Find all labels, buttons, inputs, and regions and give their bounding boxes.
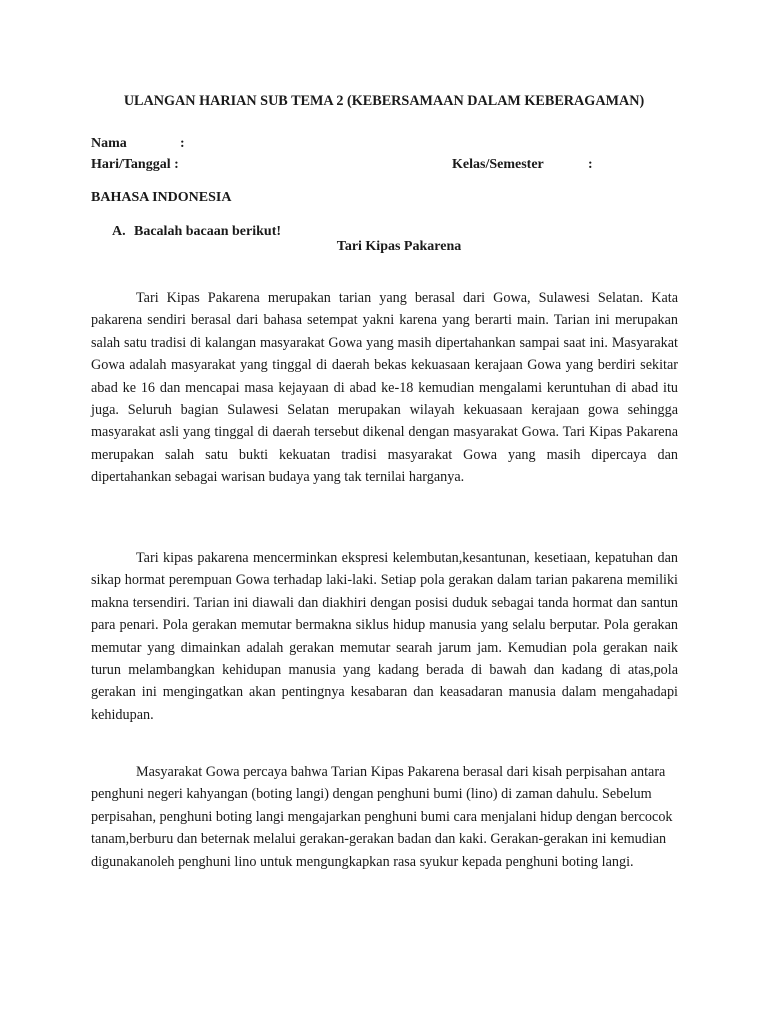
story-paragraph-1: Tari Kipas Pakarena merupakan tarian yang berasal dari Gowa, Sulawesi Selatan. Kata pakarena sendiri berasal dari bahasa setempat yakni karena yang berarti main. Tarian ini merupakan salah satu tradisi di kalangan masyarakat Gowa yang masih dipertahankan sampai saat ini. Masyarakat Gowa adalah masyarakat yang tinggal di daerah bekas kekuasaan kerajaan Gowa yang berdiri sekitar abad ke 16 dan mencapai masa kejayaan di abad ke-18 kemudian mengalami keruntuhan di abad itu juga. Seluruh bagian Sulawesi Selatan merupakan wilayah kekuasaan kerajaan gowa sehingga masyarakat asli yang tinggal di daerah tersebut dikenal dengan masyarakat Gowa. Tari Kipas Pakarena merupakan salah satu bukti kekuatan tradisi masyarakat Gowa yang masih dipercaya dan dipertahankan sebagai warisan budaya yang tak ternilai harganya. [91,290,678,486]
instruction-text: Bacalah bacaan berikut! [134,224,282,239]
story-paragraph-2: Tari kipas pakarena mencerminkan ekspresi kelembutan,kesantunan, kesetiaan, kepatuhan dan sikap hormat perempuan Gowa terhadap laki-laki. Setiap pola gerakan dalam tarian pakarena memiliki makna tersendiri. Tarian ini diawali dan diakhiri dengan posisi duduk sebagai tanda hormat dan santun para penari. Pola gerakan memutar bermakna siklus hidup manusia yang selalu berputar. Pola gerakan memutar yang dimainkan adalah gerakan memutar searah jarum jam. Kemudian pola gerakan naik turun melambangkan kehidupan manusia yang kadang berada di bawah dan kadang di atas,pola gerakan ini mengingatkan akan pentingnya kesabaran dan keasadaran manusia dalam mengahadapi kehidupan. [91,550,678,723]
class-semester-label: Kelas/Semester [452,157,544,172]
instruction-a [112,224,281,240]
subject-heading: BAHASA INDONESIA [91,190,232,205]
page-title: ULANGAN HARIAN SUB TEMA 2 (KEBERSAMAAN DALAM KEBERAGAMAN) [123,93,645,109]
class-semester-colon: : [588,157,593,172]
name-label: Nama [91,136,127,151]
date-label: Hari/Tanggal : [91,157,179,172]
story-paragraph-3: Masyarakat Gowa percaya bahwa Tarian Kipas Pakarena berasal dari kisah perpisahan antara penghuni negeri kahyangan (boting langi) dengan penghuni bumi (lino) di zaman dahulu. Sebelum perpisahan, penghuni boting langi mengajarkan penghuni bumi cara menjalani hidup dengan bercocok tanam,berburu dan beternak melalui gerakan-gerakan badan dan kaki. Gerakan-gerakan ini kemudian digunakanoleh penghuni lino untuk mengungkapkan rasa syukur kepada penghuni boting langi. [91,764,673,870]
story-title: Tari Kipas Pakarena [336,239,462,254]
name-colon: : [180,136,185,151]
instruction-marker: A. [112,224,126,239]
